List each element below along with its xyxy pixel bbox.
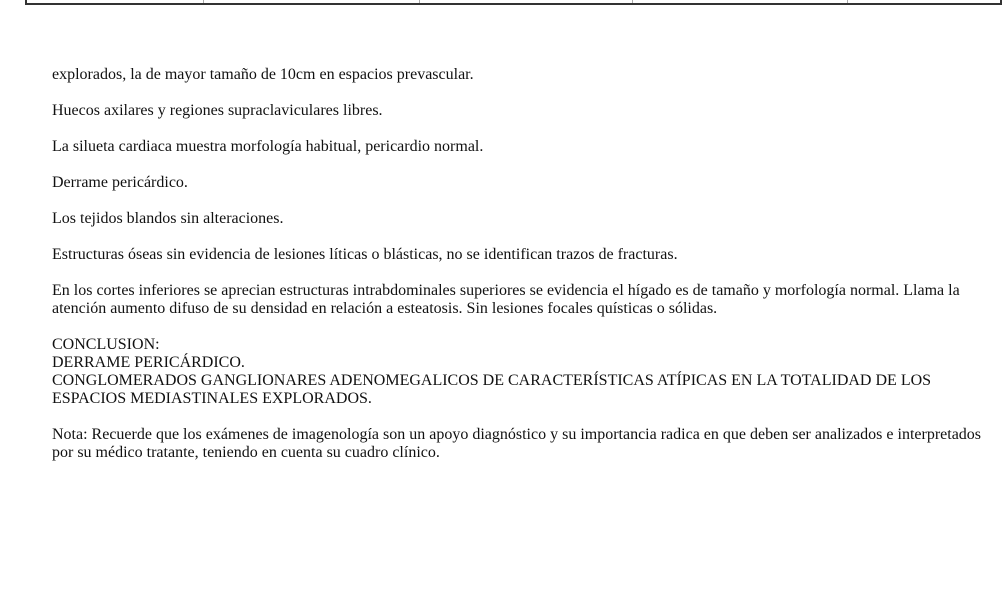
conclusion-item: DERRAME PERICÁRDICO.	[52, 354, 245, 371]
report-paragraph: Derrame pericárdico.	[52, 174, 188, 191]
report-paragraph: La silueta cardiaca muestra morfología habitual, pericardio normal.	[52, 138, 484, 155]
table-bottom-border	[25, 0, 1002, 5]
report-paragraph: En los cortes inferiores se aprecian estructuras intrabdominales superiores se evidencia el hígado es de tamaño y morfología normal. Llama la atención aumento difuso de su densidad en relación a esteatosis. Sin lesiones focales quísticas o sólidas.	[52, 282, 960, 317]
report-paragraph: Huecos axilares y regiones supraclaviculares libres.	[52, 102, 383, 119]
report-paragraph: explorados, la de mayor tamaño de 10cm en espacios prevascular.	[52, 66, 474, 83]
report-paragraph: Estructuras óseas sin evidencia de lesiones líticas o blásticas, no se identifican trazos de fracturas.	[52, 246, 678, 263]
conclusion-item: CONGLOMERADOS GANGLIONARES ADENOMEGALICOS DE CARACTERÍSTICAS ATÍPICAS EN LA TOTALIDAD DE LOS ESPACIOS MEDIASTINALES EXPLORADOS.	[52, 372, 932, 407]
table-cell-divider	[203, 0, 204, 3]
conclusion-block	[52, 336, 997, 408]
conclusion-heading: CONCLUSION:	[52, 336, 160, 353]
table-cell-divider	[847, 0, 848, 3]
report-body	[52, 66, 997, 480]
table-cell-divider	[632, 0, 633, 3]
disclaimer-note: Nota: Recuerde que los exámenes de imagenología son un apoyo diagnóstico y su importancia radica en que deben ser analizados e interpretados por su médico tratante, teniendo en cuenta su cuadro clínico.	[52, 426, 982, 461]
report-paragraph: Los tejidos blandos sin alteraciones.	[52, 210, 284, 227]
table-cell-divider	[419, 0, 420, 3]
